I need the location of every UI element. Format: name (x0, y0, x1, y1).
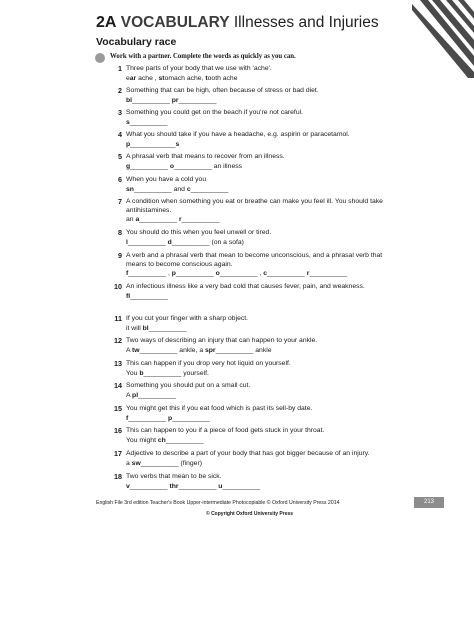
question-text: You should do this when you feel unwell or tired. (126, 229, 272, 236)
pair-work-icon (95, 53, 105, 63)
answer-blank[interactable]: sn__________ and c__________ (126, 186, 229, 193)
question-text: Something you should put on a small cut. (126, 382, 251, 389)
question-text: Two ways of describing an injury that can happen to your ankle. (126, 337, 318, 344)
question-number: 9 (118, 251, 122, 260)
question-number: 13 (114, 359, 122, 368)
question-text: This can happen to you if a piece of food gets stuck in your throat. (126, 427, 325, 434)
copyright-notice: © Copyright Oxford University Press (206, 511, 294, 517)
question-text: If you cut your finger with a sharp object. (126, 315, 249, 322)
answer-blank[interactable]: a sw__________ (finger) (126, 460, 202, 467)
topic-label: Illnesses and Injuries (233, 14, 379, 31)
answer-blank[interactable]: f__________ p__________ (126, 415, 210, 422)
question-number: 12 (114, 336, 122, 345)
answer-blank[interactable]: g__________ o__________ an illness (126, 163, 243, 170)
page-number: 213 (414, 497, 444, 508)
question-text: A phrasal verb that means to recover from an illness. (126, 153, 285, 160)
question-number: 8 (118, 228, 122, 237)
answer-blank[interactable]: p____________s (126, 141, 180, 148)
unit-number: 2A (96, 14, 117, 31)
answer-blank[interactable]: s__________ (126, 119, 168, 126)
question-number: 2 (118, 86, 122, 95)
question-number: 4 (118, 130, 122, 139)
question-number: 10 (114, 282, 122, 291)
answer-blank[interactable]: l__________ d__________ (on a sofa) (126, 239, 244, 246)
answer-blank[interactable]: v__________ thr__________ u__________ (126, 483, 261, 490)
question-number: 7 (118, 197, 122, 206)
question-text: When you have a cold you (126, 176, 207, 183)
question-text: Adjective to describe a part of your body that has got bigger because of an injury. (126, 450, 370, 457)
answer-blank[interactable]: an a__________ r__________ (126, 216, 220, 223)
question-text: Three parts of your body that we use with 'ache'. (126, 65, 272, 72)
answer-blank[interactable]: it will bl__________ (126, 325, 187, 332)
question-number: 11 (114, 314, 122, 323)
instructions: Work with a partner. Complete the words as quickly as you can. (110, 53, 296, 60)
question-number: 1 (118, 64, 122, 73)
question-text: An infectious illness like a very bad cold that causes fever, pain, and weakness. (126, 283, 365, 290)
answer-blank[interactable]: f__________ , p__________ o__________ , c__________ r__________ (126, 270, 348, 277)
question-number: 15 (114, 404, 122, 413)
question-number: 17 (114, 449, 122, 458)
question-number: 18 (114, 472, 122, 481)
question-text: A verb and a phrasal verb that mean to become unconscious, and a phrasal verb that means to become conscious again. (126, 252, 383, 268)
section-label: VOCABULARY (120, 14, 230, 31)
question-text: A condition when something you eat or breathe can make you feel ill. You should take antihistamines. (126, 198, 383, 214)
answer-blank[interactable]: fl__________ (126, 293, 168, 300)
question-number: 5 (118, 152, 122, 161)
question-text: Something you could get on the beach if you're not careful. (126, 109, 303, 116)
question-number: 3 (118, 108, 122, 117)
answer-blank[interactable]: A pl__________ (126, 392, 176, 399)
question-text: What you should take if you have a headache, e.g. aspirin or paracetamol. (126, 131, 350, 138)
question-text: This can happen if you drop very hot liquid on yourself. (126, 360, 291, 367)
question-text: Two verbs that mean to be sick. (126, 473, 222, 480)
page-title (96, 14, 379, 32)
answer-blank[interactable]: bl__________ pr__________ (126, 97, 217, 104)
answer-blank[interactable]: ear ache , stomach ache, tooth ache (126, 75, 238, 82)
question-text: Something that can be high, often because of stress or bad diet. (126, 87, 319, 94)
corner-stripes-decoration (412, 0, 474, 78)
question-number: 16 (114, 426, 122, 435)
question-text: You might get this if you eat food which is past its sell-by date. (126, 405, 313, 412)
question-number: 14 (114, 381, 122, 390)
answer-blank[interactable]: You might ch__________ (126, 437, 204, 444)
activity-title: Vocabulary race (96, 36, 177, 48)
footer-credit: English File 3rd edition Teacher's Book Upper-intermediate Photocopiable © Oxford University Press 2014 (96, 500, 340, 506)
question-number: 6 (118, 175, 122, 184)
answer-blank[interactable]: A tw__________ ankle, a spr__________ ankle (126, 347, 272, 354)
answer-blank[interactable]: You b__________ yourself. (126, 370, 209, 377)
